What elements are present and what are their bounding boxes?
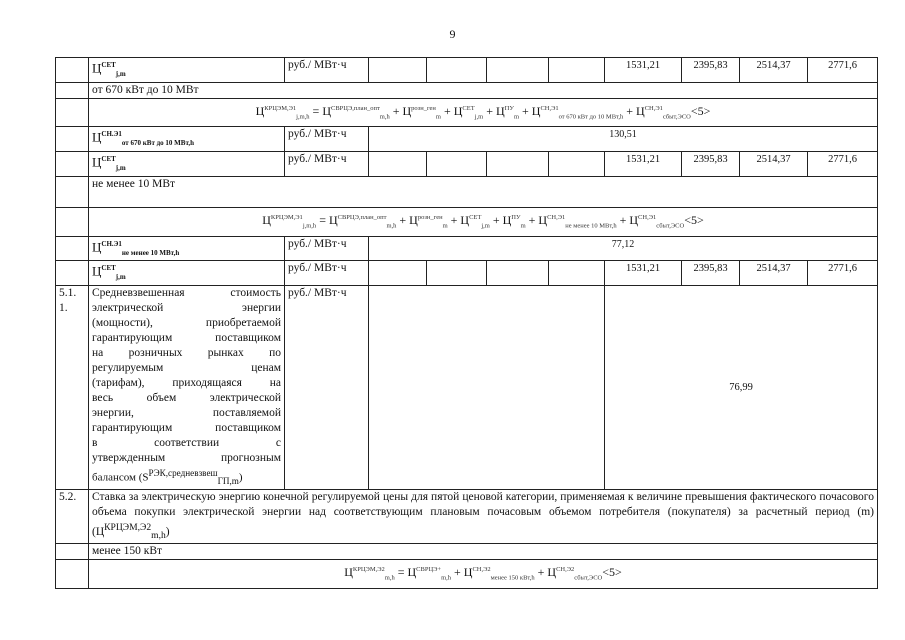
unit-cell: руб./ МВт·ч	[285, 236, 369, 261]
net-value-4: 2771,6	[808, 152, 878, 177]
table-row	[56, 490, 878, 544]
description-line: электрической энергии	[92, 302, 281, 315]
net-value-1: 1531,21	[605, 58, 682, 83]
description-line: (тарифам), приходящаяся на	[92, 377, 281, 390]
description-line: Средневзвешенная стоимость	[92, 287, 281, 300]
net-value-3: 2514,37	[740, 58, 808, 83]
row-number: 5.1. 1.	[56, 286, 89, 490]
unit-cell: руб./ МВт·ч	[285, 261, 369, 286]
net-value-2: 2395,83	[682, 58, 740, 83]
sn-value: 77,12	[369, 236, 878, 261]
description-line: весь объем электрической	[92, 392, 281, 405]
formula: $Ц^{КРЦЭМ,Э1}_{j,m,h} = Ц^{СВРЦЭ,план\_опт}_{m,h} + Ц^{розн\_ген}_m + Ц^{СЕТ}_{j,m} + Ц^{ПУ}_m + Ц^{СН,Э1}_{не менее 10 МВт,h} + Ц^{СН,Э1}_{сбыт,ЭСО}<5>$	[89, 208, 878, 236]
unit-cell: руб./ МВт·ч	[285, 152, 369, 177]
sn-value: 130,51	[369, 127, 878, 152]
net-value-2: 2395,83	[682, 261, 740, 286]
table-row	[56, 177, 878, 208]
table-row	[56, 560, 878, 588]
page-number: 9	[449, 27, 456, 41]
description-line: регулируемым ценам	[92, 362, 281, 375]
table-row	[56, 544, 878, 560]
description-line: в соответствии с	[92, 437, 281, 450]
tariff-table	[55, 57, 878, 589]
net-value-1: 1531,21	[605, 261, 682, 286]
description-line: гарантирующим поставщиком	[92, 422, 281, 435]
row-description: Средневзвешенная стоимость электрической энергии (мощности), приобретаемой гарантирующим поставщиком на розничных рынках по регулируемым ценам (тарифам), приходящаяся на весь объем электрической энергии, поставляемой гарантирующим поставщиком в соответствии с утвержденным прогнозным балансом $(S^{РЭК,средневзвеш}_{ГП,m})$	[89, 286, 285, 490]
table-row	[56, 286, 878, 490]
range-label: от 670 кВт до 10 МВт	[89, 82, 878, 98]
range-label: менее 150 кВт	[89, 544, 878, 560]
net-value-4: 2771,6	[808, 261, 878, 286]
sn-rate-symbol: $Ц^{СН.Э1}_{от 670 кВт до 10 МВт,h}$	[89, 127, 285, 152]
table-row	[56, 261, 878, 286]
table-row	[56, 98, 878, 126]
table-row	[56, 236, 878, 261]
sn-rate-symbol: $Ц^{СН.Э1}_{не менее 10 МВт,h}$	[89, 236, 285, 261]
range-label: не менее 10 МВт	[89, 177, 878, 208]
net-value-3: 2514,37	[740, 152, 808, 177]
table-row	[56, 208, 878, 236]
net-rate-symbol: $Ц^{СЕТ}_{j,m}$	[89, 261, 285, 286]
description-line: на розничных рынках по	[92, 347, 281, 360]
description-line: (мощности), приобретаемой	[92, 317, 281, 330]
net-rate-symbol: $Ц^{СЕТ}_{j,m}$	[89, 152, 285, 177]
net-value-4: 2771,6	[808, 58, 878, 83]
formula: $Ц^{КРЦЭМ,Э2}_{m,h} = Ц^{СВРЦЭ+}_{m,h} + Ц^{СН,Э2}_{менее 150 кВт,h} + Ц^{СН,Э2}_{сбыт,ЭСО}<5>$	[89, 560, 878, 588]
table-row	[56, 82, 878, 98]
net-value-2: 2395,83	[682, 152, 740, 177]
row-description: Ставка за электрическую энергию конечной регулируемой цены для пятой ценовой категории, применяемая к величине превышения фактического почасового объема покупки электрической энергии над соответствующим плановым почасовым объемом потребителя (покупателя) за расчетный период (m) $(Ц^{КРЦЭМ,Э2}_{m,h})$	[89, 490, 878, 544]
weighted-cost-value: 76,99	[605, 286, 878, 490]
description-line: утвержденным прогнозным	[92, 452, 281, 465]
description-line: гарантирующим поставщиком	[92, 332, 281, 345]
description-line: энергии, поставляемой	[92, 407, 281, 420]
net-rate-symbol: $Ц^{СЕТ}_{j,m}$	[89, 58, 285, 83]
unit-cell: руб./ МВт·ч	[285, 58, 369, 83]
table-row	[56, 127, 878, 152]
table-row	[56, 152, 878, 177]
net-value-1: 1531,21	[605, 152, 682, 177]
unit-cell: руб./ МВт·ч	[285, 286, 369, 490]
unit-cell: руб./ МВт·ч	[285, 127, 369, 152]
formula: $Ц^{КРЦЭМ,Э1}_{j,m,h} = Ц^{СВРЦЭ,план\_опт}_{m,h} + Ц^{розн\_ген}_m + Ц^{СЕТ}_{j,m} + Ц^{ПУ}_m + Ц^{СН,Э1}_{от 670 кВт до 10 МВт,h} + Ц^{СН,Э1}_{сбыт,ЭСО}<5>$	[89, 98, 878, 126]
table-row	[56, 58, 878, 83]
row-number: 5.2.	[56, 490, 89, 544]
net-value-3: 2514,37	[740, 261, 808, 286]
